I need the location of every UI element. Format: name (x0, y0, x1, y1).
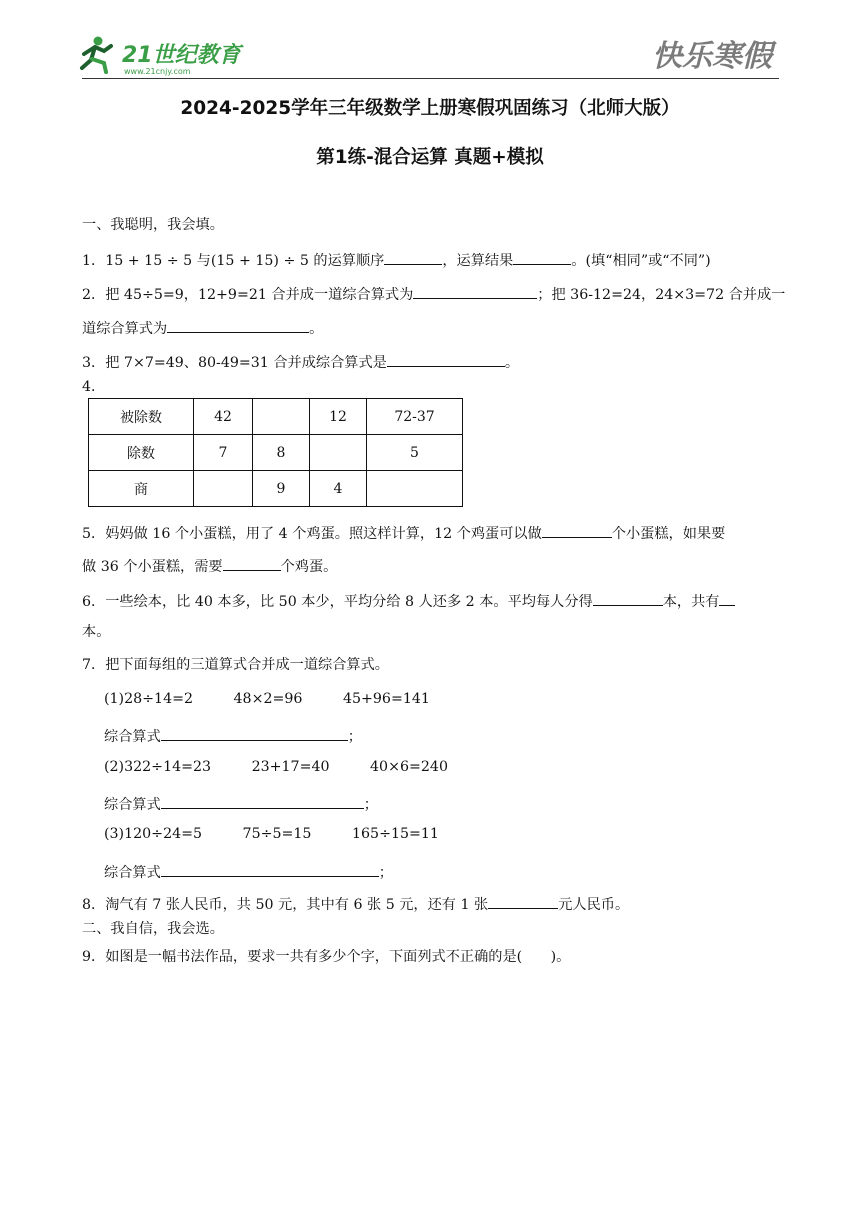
question-8 (82, 894, 629, 912)
answer-label: 综合算式 (104, 797, 161, 813)
q7-eq: (2)322÷14=23 (104, 759, 212, 775)
q7-group-2-answer (104, 794, 378, 812)
holiday-logo-text: 快乐寒假 (652, 39, 772, 74)
q5-text-a: 5．妈妈做 16 个小蛋糕，用了 4 个鸡蛋。照这样计算，12 个鸡蛋可以做 (82, 526, 542, 542)
answer-blank[interactable] (161, 862, 379, 877)
q7-eq: 165÷15=11 (351, 826, 439, 842)
q5-text-c: 做 36 个小蛋糕，需要 (82, 559, 223, 575)
answer-blank[interactable] (161, 726, 348, 741)
question-9: 9．如图是一幅书法作品，要求一共有多少个字，下面列式不正确的是( )。 (82, 949, 571, 965)
q7-eq: 75÷5=15 (242, 826, 312, 842)
table-cell: 5 (367, 435, 463, 471)
q7-group-1-answer (104, 726, 362, 744)
table-cell: 7 (194, 435, 253, 471)
answer-blank[interactable] (719, 591, 735, 606)
document-title: 2024-2025学年三年级数学上册寒假巩固练习（北师大版） (180, 98, 680, 119)
document-subtitle: 第1练-混合运算 真题+模拟 (316, 147, 544, 168)
q1-text-a: 1．15 + 15 ÷ 5 与(15 + 15) ÷ 5 的运算顺序 (82, 253, 385, 269)
q7-eq: (3)120÷24=5 (104, 826, 203, 842)
q3-text-b: 。 (504, 355, 520, 371)
runner-icon (82, 37, 111, 73)
q8-text-b: 元人民币。 (558, 897, 630, 913)
logo-text: 21世纪教育 (122, 43, 241, 68)
header-divider (82, 78, 779, 79)
q7-group-1-equations (104, 692, 430, 706)
question-5-line2 (82, 556, 337, 574)
table-cell: 42 (194, 399, 253, 435)
q5-text-b: 个小蛋糕，如果要 (611, 526, 726, 542)
answer-blank[interactable] (167, 318, 309, 333)
answer-blank[interactable] (161, 794, 364, 809)
table-cell: 4 (310, 471, 367, 507)
q7-eq: 23+17=40 (251, 759, 330, 775)
holiday-logo (650, 20, 785, 75)
logo-subtext: www.21cnjy.com (124, 67, 191, 76)
semicolon: ； (363, 797, 378, 813)
table-cell[interactable] (310, 435, 367, 471)
question-4-label: 4． (82, 379, 106, 395)
division-table (88, 398, 463, 507)
section-2-heading: 二、我自信，我会选。 (82, 921, 224, 937)
q7-eq: (1)28÷14=2 (104, 691, 194, 707)
answer-blank[interactable] (542, 523, 612, 538)
answer-label: 综合算式 (104, 729, 161, 745)
semicolon: ； (347, 729, 362, 745)
q6-text-a: 6．一些绘本，比 40 本多，比 50 本少，平均分给 8 人还多 2 本。平均每人分得 (82, 594, 593, 610)
q7-eq: 40×6=240 (370, 759, 448, 775)
table-cell: 72-37 (367, 399, 463, 435)
question-2-line2 (82, 318, 323, 336)
q7-group-3-answer (104, 862, 393, 880)
table-cell: 除数 (89, 435, 194, 471)
answer-blank[interactable] (488, 894, 558, 909)
answer-blank[interactable] (413, 284, 537, 299)
q1-text-c: 。(填“相同”或“不同”) (571, 253, 711, 269)
question-6-line1 (82, 591, 735, 609)
q5-text-d: 个鸡蛋。 (280, 559, 338, 575)
answer-blank[interactable] (384, 250, 442, 265)
q2-text-d: 。 (309, 321, 324, 337)
table-cell: 商 (89, 471, 194, 507)
q7-group-2-equations (104, 760, 448, 774)
answer-blank[interactable] (513, 250, 571, 265)
q7-eq: 48×2=96 (233, 691, 303, 707)
answer-blank[interactable] (593, 591, 663, 606)
table-row (89, 471, 463, 507)
table-row (89, 435, 463, 471)
q7-group-3-equations (104, 827, 439, 841)
q2-text-c: 道综合算式为 (82, 321, 168, 337)
question-7-intro: 7．把下面每组的三道算式合并成一道综合算式。 (82, 657, 389, 673)
answer-blank[interactable] (387, 352, 505, 367)
table-cell: 9 (253, 471, 310, 507)
q6-text-b: 本，共有 (662, 594, 720, 610)
q2-text-a: 2．把 45÷5=9，12+9=21 合并成一道综合算式为 (82, 287, 414, 303)
q8-text-a: 8．淘气有 7 张人民币，共 50 元，其中有 6 张 5 元，还有 1 张 (82, 897, 489, 913)
answer-label: 综合算式 (104, 865, 161, 881)
question-6-line2: 本。 (82, 624, 111, 640)
table-cell[interactable] (194, 471, 253, 507)
section-1-heading: 一、我聪明，我会填。 (82, 217, 224, 233)
site-logo (78, 32, 258, 78)
table-cell[interactable] (253, 399, 310, 435)
table-cell: 12 (310, 399, 367, 435)
answer-blank[interactable] (223, 556, 281, 571)
table-cell: 8 (253, 435, 310, 471)
q2-text-b: ；把 36-12=24，24×3=72 合并成一 (537, 287, 786, 303)
table-cell: 被除数 (89, 399, 194, 435)
table-cell[interactable] (367, 471, 463, 507)
question-2-line1 (82, 284, 785, 302)
semicolon: ； (378, 865, 393, 881)
question-3 (82, 352, 519, 370)
question-1 (82, 250, 711, 268)
q7-eq: 45+96=141 (342, 691, 430, 707)
question-5-line1 (82, 523, 725, 541)
q3-text-a: 3．把 7×7=49、80-49=31 合并成综合算式是 (82, 355, 387, 371)
q1-text-b: ，运算结果 (442, 253, 514, 269)
table-row (89, 399, 463, 435)
